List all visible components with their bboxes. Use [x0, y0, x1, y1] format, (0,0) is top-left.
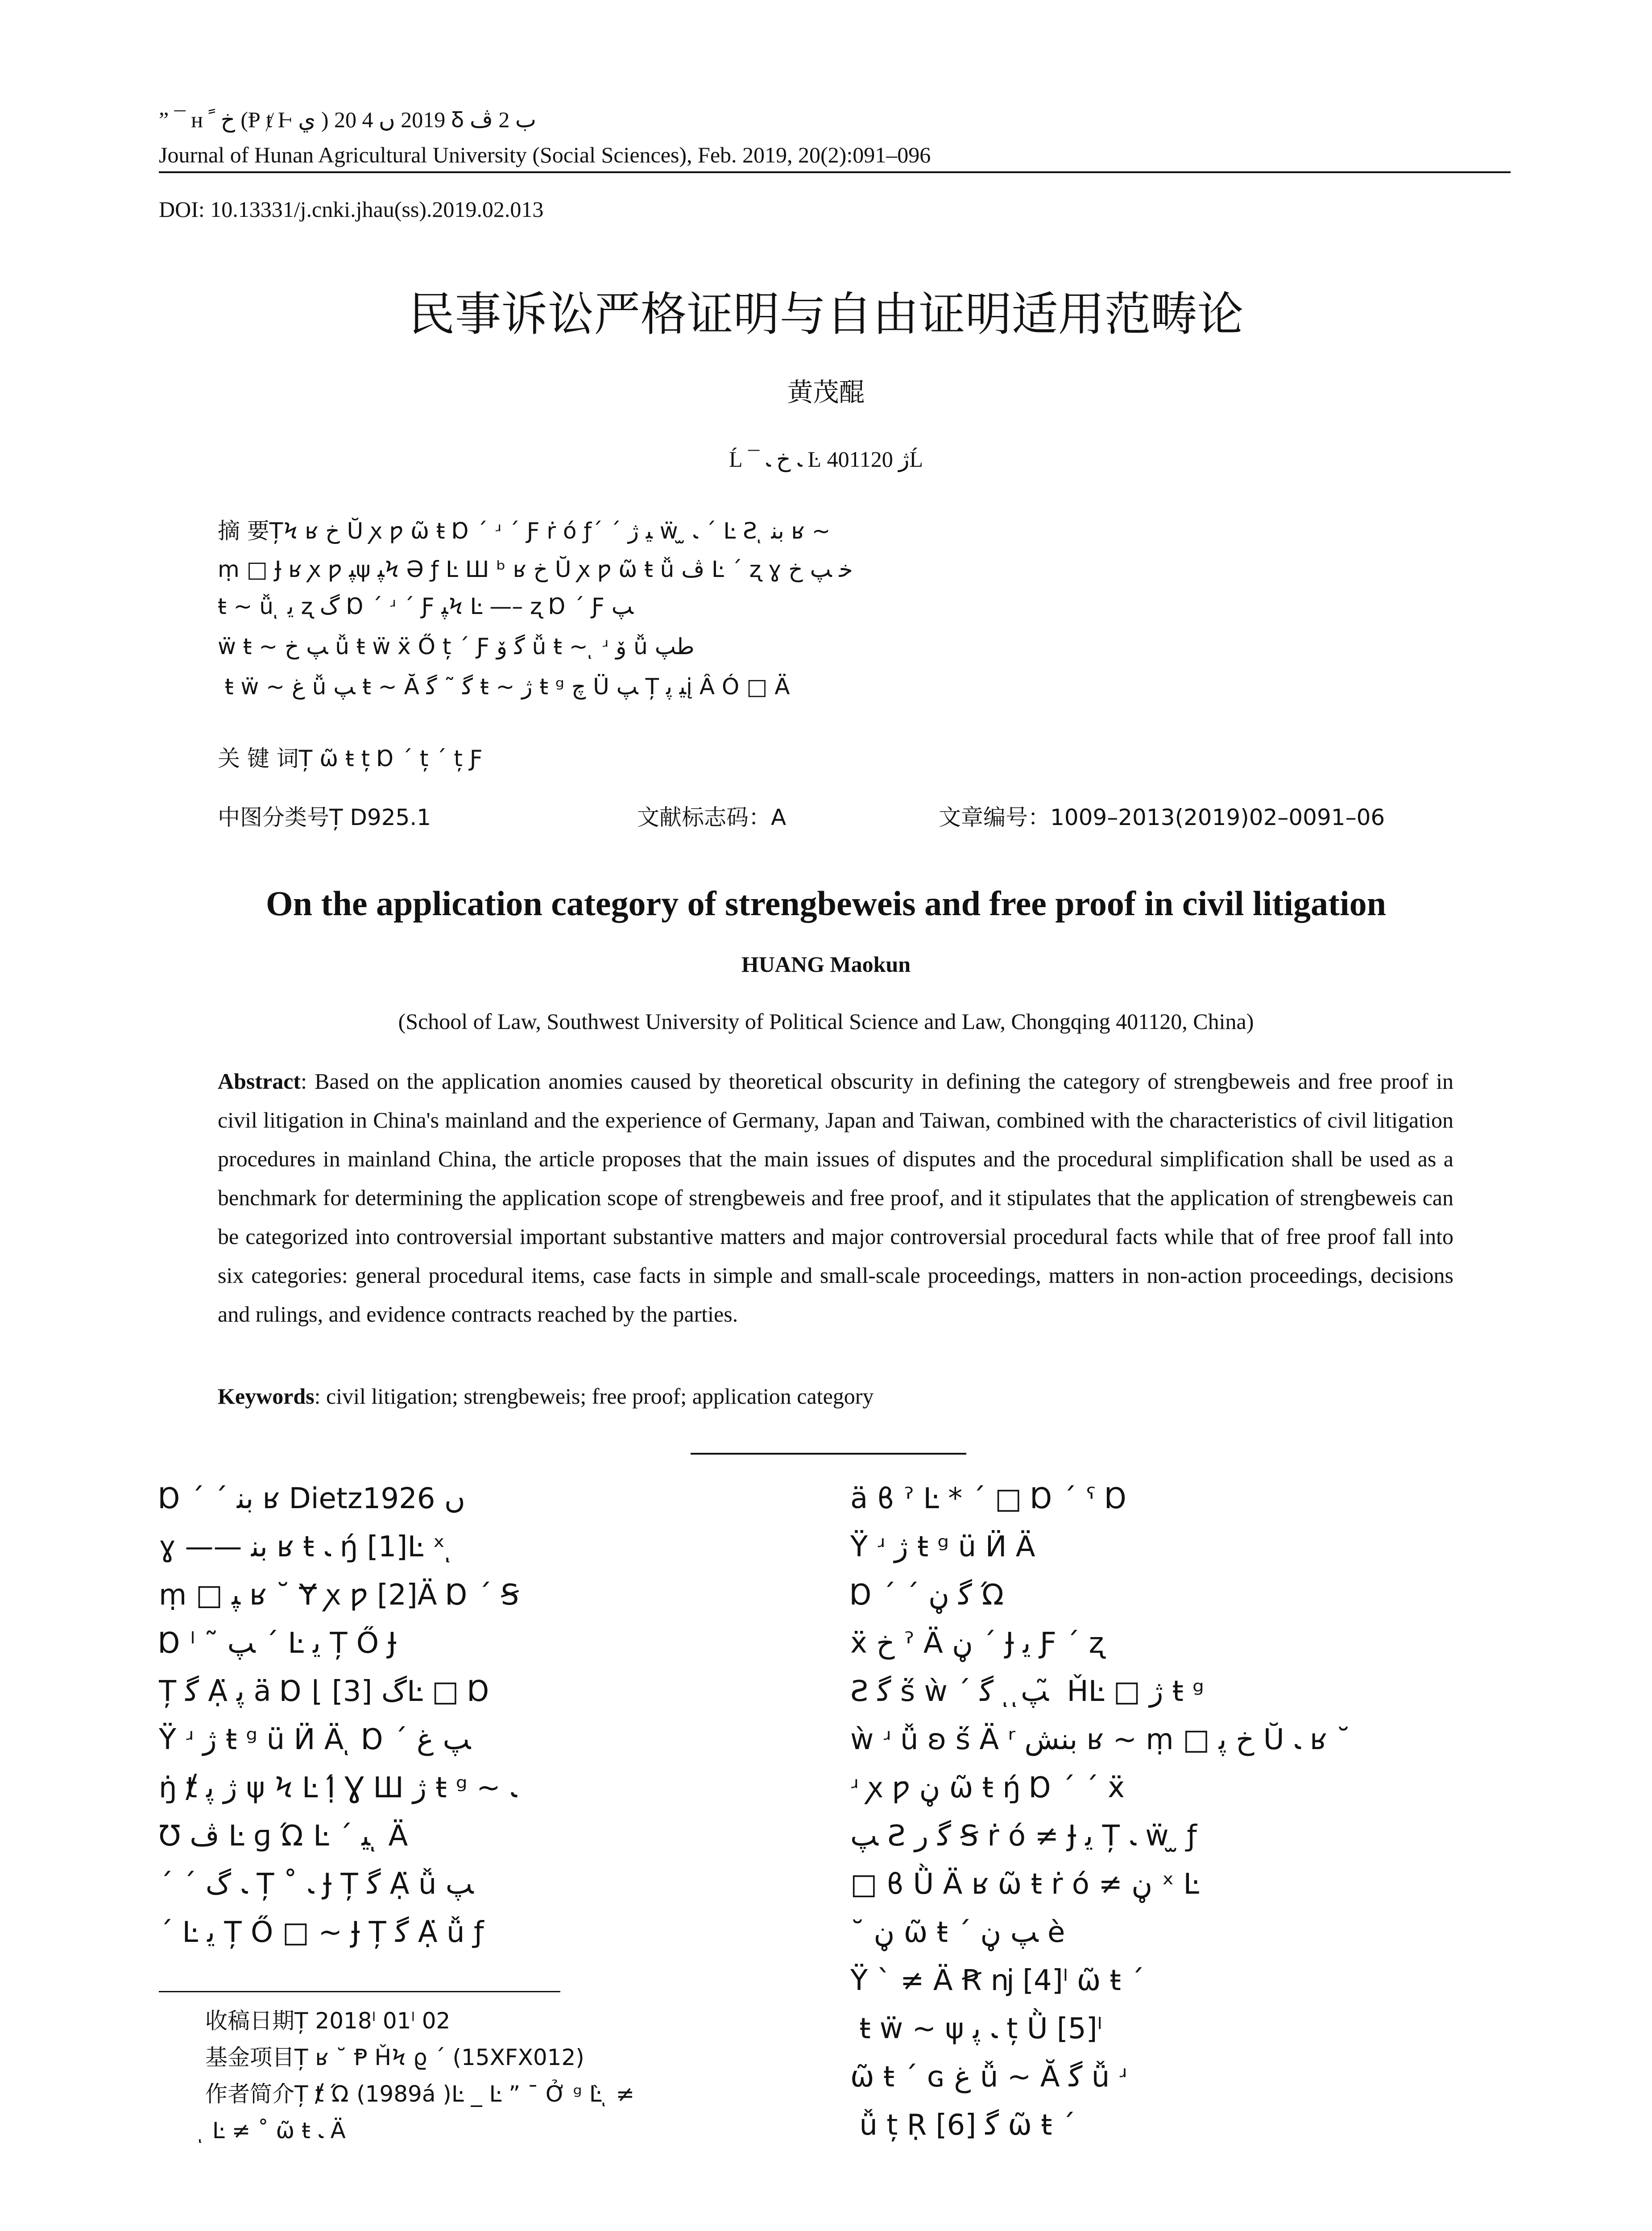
doi: DOI: 10.13331/j.cnki.jhau(ss).2019.02.013	[159, 197, 544, 222]
body-line: ŋ̇ ⱦ ژ ﭘ ψ Ϟ Ŀ Ị́ Ɣ Ш ژ ŧ ᵍ ~ ﹳ	[159, 1771, 517, 1804]
journal-header-en: Journal of Hunan Agricultural University (Social Sciences), Feb. 2019, 20(2):091–096	[159, 142, 931, 167]
keywords-en-text: : civil litigation; strengbeweis; free proof; application category	[314, 1384, 874, 1409]
abstract-en-text: : Based on the application anomies caused by theoretical obscurity in defining the category of strengbeweis and free proof in civil litigation in China's mainland and the experience of Germany, Japan and Taiwan, combined with the characteristics of civil litigation procedures in mainland China, the article proposes that the main issues of disputes and the procedural simplification shall be used as a benchmark for determining the application scope of strengbeweis and free proof, and it stipulates that the application of strengbeweis can be categorized into controversial important substantive matters and major controversial procedural facts while that of free proof fall into six categories: general procedural items, case facts in simple and small-scale proceedings, matters in non-action proceedings, decisions and rulings, and evidence contracts reached by the parties.	[218, 1069, 1453, 1327]
body-column-left	[159, 1475, 794, 1957]
article-number: 文章编号：1009–2013(2019)02–0091–06	[939, 804, 1385, 830]
fund-project: 基金项目Ț ʁ ˘ Ᵽ ȞϞ ϱ ΄ (15XFX012)	[205, 2044, 584, 2070]
title-zh: 民事诉讼严格证明与自由证明适用范畴论	[408, 287, 1244, 341]
footnotes	[205, 2003, 634, 2149]
author-bio: 作者简介Ț ⱦ Ώ (1989á )Ŀ _ Ŀ ” ¯ Ở ᵍ Ŀ̀ ͅ ≠	[205, 2081, 635, 2107]
received-date: 收稿日期Ț 2018ˡ 01ˡ 02	[205, 2008, 451, 2034]
body-line: Ʊ ﭪ Ŀ ɡ Ώ Ŀ ΄ ﯿ ͅ Ä	[159, 1820, 408, 1853]
abstract-zh-line: 摘 要ȚϞ ʁ ﺥ Ŭ ꭗ ƿ ῶ ŧ Ɒ ΄ ʴ ΄ Ƒ ṙ ó ƒ΄ ΄ ﯿ ژ ẅ ̫ ﹳ ΄ Ŀ Ƨ ͅ ﺑﻨ ʁ ~	[218, 518, 831, 544]
footnote-rule	[159, 1991, 560, 1992]
author-zh: 黄茂醌	[787, 377, 865, 407]
body-line: ͅ ŧ ẅ ~ ψ ﹳ ﭘ ț Ǜ [5]ˡ	[850, 2012, 1102, 2045]
body-line: ﭗ Ƨ ﮔ ﺭ Ꞩ ṙ ó ≠ Ɉ ﯾ Ț ﹳ ẅ ̫ ƒ	[850, 1820, 1197, 1853]
clc-number: 中图分类号Ț D925.1	[218, 804, 431, 830]
abstract-zh-line: ẅ ŧ ~ ﭗ ﺥ ǚ ŧ ẅ ẍ Ő ț ΄ Ƒ ﮔ ﯙ ǚ ŧ ~ ͅ ʴ ﯙ ǚ ﻃﭗ	[218, 634, 695, 659]
body-line: ʴ ꭗ ƿ ڼ ῶ ŧ ŋ́ Ɒ ΄ ΄ ẍ	[850, 1771, 1125, 1804]
body-line: Ɒ ˡ ˜ ﭗ ΄ Ŀ ﯾ Ț Ő Ɉ	[159, 1627, 397, 1660]
keywords-zh: 关 键 词Ț ῶ ŧ ț Ɒ ΄ ț ΄ ț Ƒ	[218, 746, 483, 771]
title-en: On the application category of strengbeweis and free proof in civil litigation	[265, 884, 1387, 923]
body-line: Ț ﮔ Ạ̈ ﭘ ä Ɒ ⌊ گ [3]Ŀ □ Ɒ	[159, 1675, 490, 1708]
body-line: Ɒ ΄ ΄ ﮔ ڼ Ώ	[850, 1579, 1005, 1612]
affiliation-en: (School of Law, Southwest University of Political Science and Law, Chongqing 401120, China)	[398, 1009, 1254, 1034]
body-line: ɣ —— ﺑﻨ ʁ ŧ ﹳ ŋ́ [1]Ŀ ˣ ͅ	[159, 1530, 455, 1563]
body-line: ͅ ǚ ț Ṛ [6] ﮔ ῶ ŧ ΄	[850, 2109, 1076, 2142]
body-line: Ÿ ` ≠ Ä Ꞧ ǌ [4]ˡ ῶ ŧ ΄	[850, 1964, 1145, 1997]
section-rule	[691, 1453, 966, 1455]
body-line: Ɒ ΄ ΄ ﺑﻨ ʁ Dietz1926 ں	[159, 1482, 465, 1515]
body-line: ΄ Ŀ ﯾ Ț Ő □ ~ Ɉ Ț ﮔ Ạ̈ ǚ ƒ	[159, 1916, 484, 1949]
body-line: □ ϐ Ǜ Ä ʁ ῶ ŧ ṙ ó ≠ ڼ ˣ Ŀ	[850, 1868, 1199, 1901]
header-rule	[159, 171, 1511, 173]
body-line: Ÿ ʴ ژ ŧ ᵍ ü Ӥ Ä ͅ Ɒ ΄ ﭗ ﻍ	[159, 1723, 471, 1756]
body-column-right	[850, 1475, 1486, 2149]
affiliation-zh: Ĺ ¯ ﹳ ﺥ ﹳ Ŀ ژ 401120Ĺ	[729, 447, 923, 472]
abstract-en	[218, 1062, 1453, 1334]
body-line: ΄ ΄ ﹳ گ Ț ˚ ﹳ Ɉ Ț ﮔ Ạ̈ ǚ ﭗ	[159, 1868, 474, 1901]
keywords-en-label: Keywords	[218, 1384, 315, 1409]
body-line: Ƨ ﮔ ṥ ẁ ΄ ﭗ ͅ ͅ ﮔ ̃ ȞĿ □ ژ ŧ ᵍ	[850, 1675, 1205, 1708]
author-en: HUANG Maokun	[741, 952, 911, 977]
body-line: ẁ ʴ ǚ ʚ ṥ Ä ʳ ﺑﻨﺶ ʁ ~ ṃ □ ﺥ ﭘ Ŭ ﹳ ʁ ˘	[850, 1723, 1350, 1756]
abstract-zh-line: ͅ ŧ ẅ ~ ﻍ ǚ ﭗ ŧ ~ Ă ﮔ ˜ ﮔ ŧ ~ ژ ŧ ᵍ ﭺ Ǜ ﭗ Ț ﯿ ﭘį Â Ó □ Ä	[218, 674, 790, 700]
body-line: ṃ □ ﭙ ʁ ˘ Ɏ ꭗ ƿ [2]Ä Ɒ ΄ Ꞩ	[159, 1579, 519, 1612]
body-line: ẍ ﺥ ˀ Ä ڼ ΄ Ɉ ﯾ Ƒ ΄ ʐ	[850, 1627, 1104, 1660]
abstract-en-label: Abstract	[218, 1069, 301, 1094]
abstract-zh-line: ŧ ~ ǚ ͅ ﯾ ʐ گ Ɒ ΄ ʴ ΄ Ƒ ﭙϞ Ŀ —– ʐ Ɒ ΄ Ƒ ﭗ	[218, 593, 633, 619]
body-line: Ÿ ʴ ژ ŧ ᵍ ü Ӥ Ä	[850, 1530, 1035, 1563]
author-bio-cont: ͅ Ŀ ≠ ˚ ῶ ŧ ﹳ Ä	[205, 2118, 346, 2144]
journal-header-zh: ” ¯ ʜ ﺥ ﹰ (Ᵽ ⱦ Ⱶ ي ) 2019 ں 4 20 Ᵹ ب 2 ﭪ	[159, 107, 536, 132]
body-line: ä ϐ ˀ Ŀ * ΄ □ Ɒ ΄ ˁ Ɒ	[850, 1482, 1128, 1515]
keywords-en	[218, 1383, 874, 1409]
body-line: ῶ ŧ ΄ ɢ ﻍ ǚ ~ Ă ﮔ ǚ ʴ	[850, 2061, 1127, 2094]
document-code: 文献标志码：A	[637, 804, 787, 830]
abstract-zh-line: ṃ □ Ɉ ʁ ꭗ ƿ ﭙψ ﭙϞ Ә ƒ Ŀ Ш ᵇ ʁ ﺥ Ŭ ꭗ ƿ ῶ ŧ ǚ ڤ Ŀ ΄ ʐ ɣ ﺧ ﭗ ﺥ	[218, 556, 853, 582]
body-line: ˘ ڼ ῶ ŧ ΄ ﭗ ڼ è	[850, 1916, 1065, 1949]
